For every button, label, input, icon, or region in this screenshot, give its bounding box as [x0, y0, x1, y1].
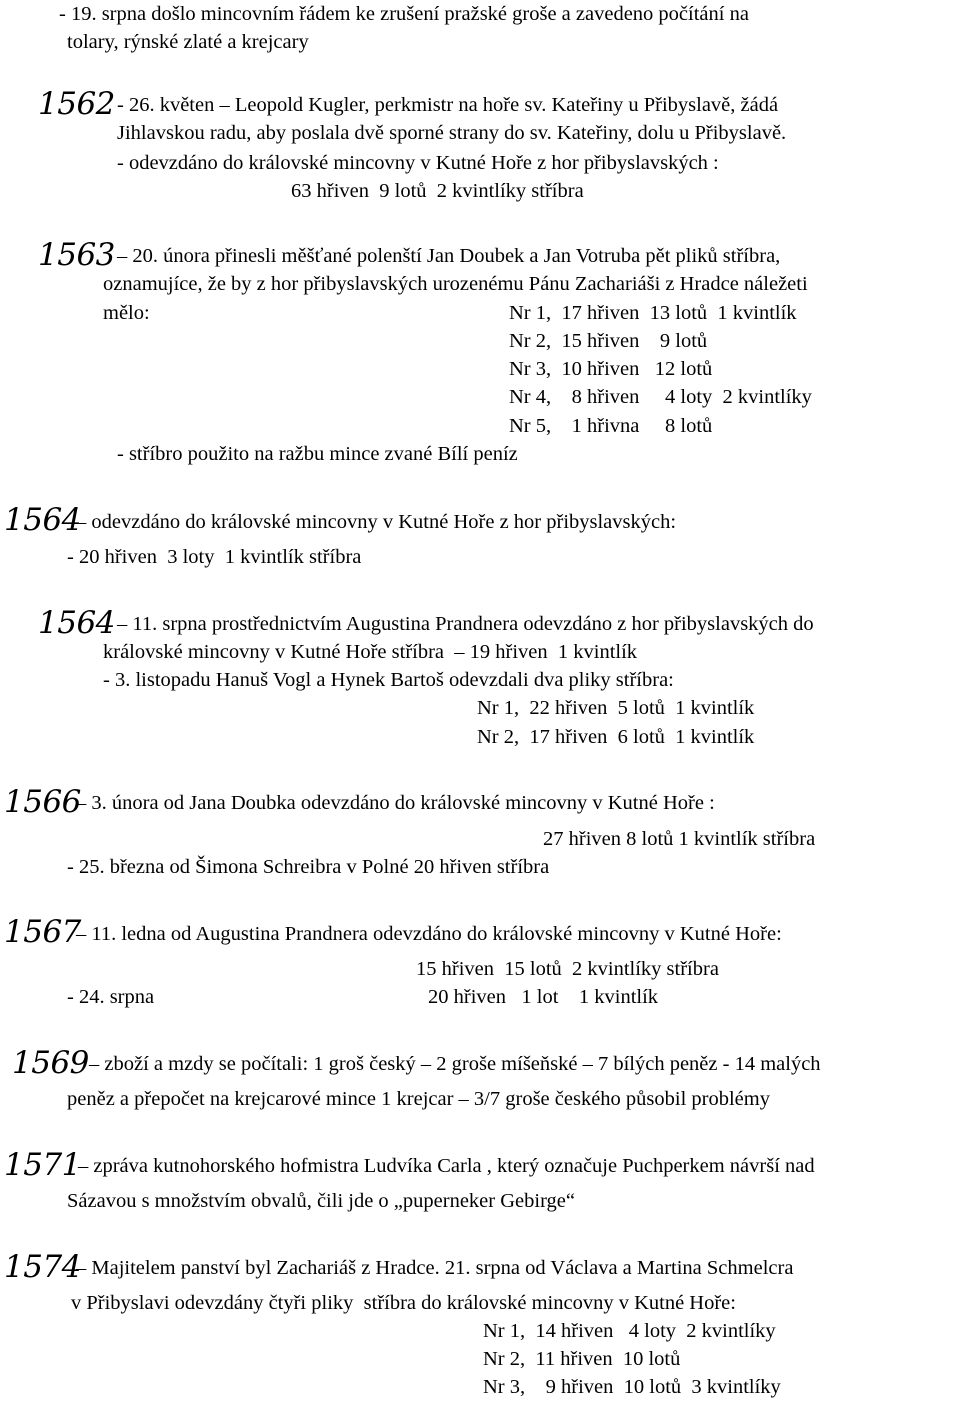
entry-1562-line-2: Jihlavskou radu, aby poslala dvě sporné strany do sv. Kateřiny, dolu u Přibyslavě. [117, 122, 787, 144]
entry-1566-line-3: - 25. března od Šimona Schreibra v Polné 20 hřiven stříbra [67, 856, 550, 878]
entry-1564a-line-1: – odevzdáno do královské mincovny v Kutné Hoře z hor přibyslavských: [76, 511, 677, 533]
entry-1-line-1: - 19. srpna došlo mincovním řádem ke zrušení pražské groše a zavedeno počítání na [59, 3, 749, 25]
entry-1562-line-3: - odevzdáno do královské mincovny v Kutné Hoře z hor přibyslavských : [117, 152, 719, 174]
entry-1574-item: Nr 2, 11 hřiven 10 lotů [483, 1348, 681, 1370]
year-1571: 1571 [4, 1147, 81, 1183]
entry-1563-item: Nr 4, 8 hřiven 4 loty 2 kvintlíky [509, 386, 812, 408]
entry-1569-line-2: peněz a přepočet na krejcarové mince 1 krejcar – 3/7 groše českého působil problémy [67, 1088, 770, 1110]
entry-1563-item: Nr 5, 1 hřivna 8 lotů [509, 415, 713, 437]
entry-1566-line-2: 27 hřiven 8 lotů 1 kvintlík stříbra [543, 828, 816, 850]
entry-1564b-line-2: královské mincovny v Kutné Hoře stříbra – 19 hřiven 1 kvintlík [103, 641, 638, 663]
entry-1563-item: Nr 2, 15 hřiven 9 lotů [509, 330, 708, 352]
entry-1571-line-1: – zpráva kutnohorského hofmistra Ludvíka Carla , který označuje Puchperkem návrší nad [78, 1155, 815, 1177]
entry-1564b-line-3: - 3. listopadu Hanuš Vogl a Hynek Bartoš odevzdali dva pliky stříbra: [103, 669, 674, 691]
entry-1562-line-4: 63 hřiven 9 lotů 2 kvintlíky stříbra [291, 180, 584, 202]
entry-1564a-line-2: - 20 hřiven 3 loty 1 kvintlík stříbra [67, 546, 362, 568]
entry-1563-item: Nr 1, 17 hřiven 13 lotů 1 kvintlík [509, 302, 797, 324]
entry-1567-line-2: 15 hřiven 15 lotů 2 kvintlíky stříbra [416, 958, 719, 980]
year-1569: 1569 [12, 1045, 89, 1081]
entry-1563-line-3: mělo: [103, 302, 150, 324]
year-1566: 1566 [4, 784, 81, 820]
year-1567: 1567 [4, 914, 81, 950]
entry-1564b-item: Nr 1, 22 hřiven 5 lotů 1 kvintlík [477, 697, 755, 719]
entry-1574-line-2: v Přibyslavi odevzdány čtyři pliky stříbra do královské mincovny v Kutné Hoře: [71, 1292, 736, 1314]
entry-1563-line-1: – 20. února přinesli měšťané polenští Jan Doubek a Jan Votruba pět pliků stříbra, [117, 245, 781, 267]
year-1574: 1574 [4, 1249, 81, 1285]
year-1564-a: 1564 [4, 502, 81, 538]
year-1563: 1563 [38, 237, 115, 273]
entry-1563-line-2: oznamujíce, že by z hor přibyslavských urozenému Pánu Zachariáši z Hradce náležeti [103, 273, 808, 295]
entry-1563-note: - stříbro použito na ražbu mince zvané Bílí peníz [117, 443, 518, 465]
entry-1-line-2: tolary, rýnské zlaté a krejcary [67, 31, 309, 53]
entry-1567-line-3a: - 24. srpna [67, 986, 155, 1008]
entry-1563-item: Nr 3, 10 hřiven 12 lotů [509, 358, 713, 380]
entry-1564b-item: Nr 2, 17 hřiven 6 lotů 1 kvintlík [477, 726, 755, 748]
entry-1571-line-2: Sázavou s množstvím obvalů, čili jde o „puperneker Gebirge“ [67, 1190, 575, 1212]
year-1564-b: 1564 [38, 605, 115, 641]
entry-1567-line-3b: 20 hřiven 1 lot 1 kvintlík [428, 986, 659, 1008]
entry-1574-item: Nr 3, 9 hřiven 10 lotů 3 kvintlíky [483, 1376, 781, 1398]
entry-1569-line-1: – zboží a mzdy se počítali: 1 groš český – 2 groše míšeňské – 7 bílých peněz - 14 malých [89, 1053, 821, 1075]
entry-1564b-line-1: – 11. srpna prostřednictvím Augustina Prandnera odevzdáno z hor přibyslavských do [117, 613, 814, 635]
entry-1567-line-1: – 11. ledna od Augustina Prandnera odevzdáno do královské mincovny v Kutné Hoře: [76, 923, 782, 945]
entry-1574-item: Nr 1, 14 hřiven 4 loty 2 kvintlíky [483, 1320, 776, 1342]
entry-1574-line-1: – Majitelem panství byl Zachariáš z Hradce. 21. srpna od Václava a Martina Schmelcra [76, 1257, 794, 1279]
entry-1562-line-1: - 26. květen – Leopold Kugler, perkmistr na hoře sv. Kateřiny u Přibyslavě, žádá [117, 94, 779, 116]
entry-1566-line-1: – 3. února od Jana Doubka odevzdáno do královské mincovny v Kutné Hoře : [76, 792, 715, 814]
year-1562: 1562 [38, 86, 115, 122]
